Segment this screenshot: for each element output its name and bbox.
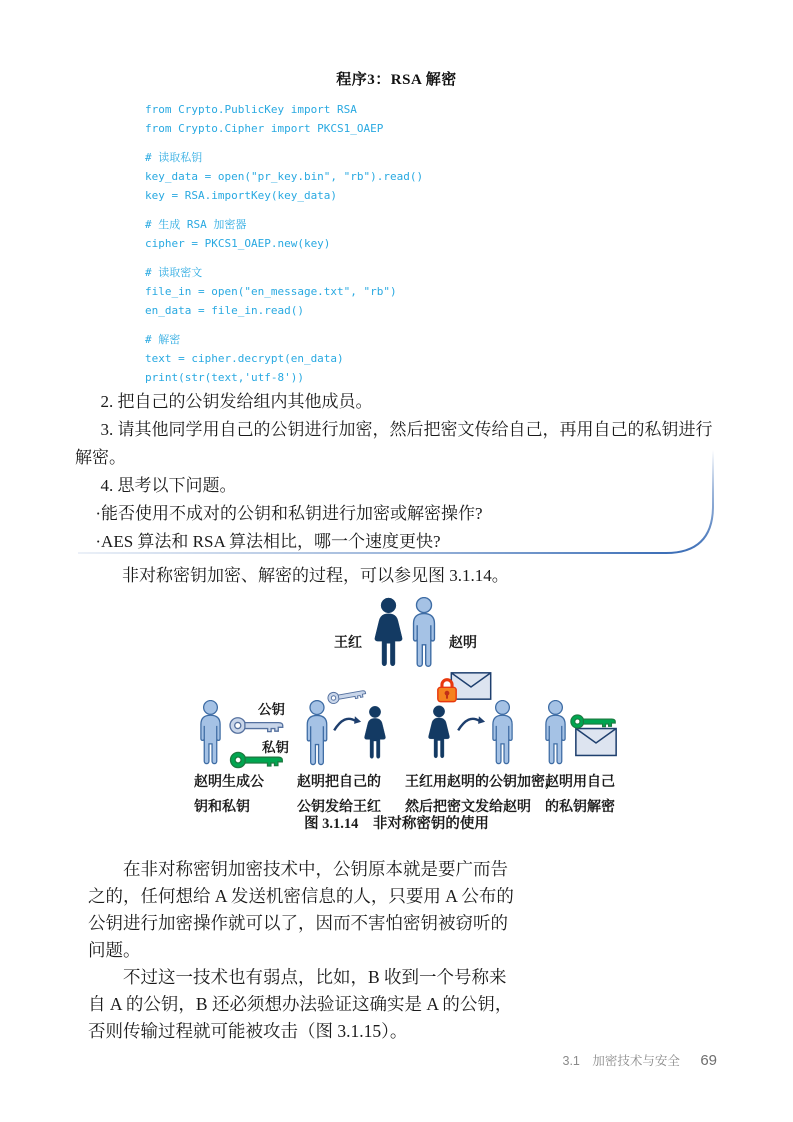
- code-comment: # 解密: [145, 333, 181, 346]
- page-footer: [0, 1051, 717, 1070]
- code-line: key = RSA.importKey(key_data): [145, 189, 338, 202]
- person-icon-scene4-zhaoming: [539, 700, 572, 767]
- code-line-blank: [145, 138, 423, 148]
- person-icon-scene3-zhaoming: [486, 700, 519, 767]
- code-line: text = cipher.decrypt(en_data): [145, 352, 344, 365]
- public-key-label: 公钥: [258, 702, 285, 717]
- code-line-blank: [145, 253, 423, 263]
- code-comment: # 读取私钥: [145, 151, 203, 164]
- scene2-caption-line2: 公钥发给王红: [297, 800, 381, 815]
- program-title: 程序3：RSA 解密: [336, 72, 457, 88]
- scene3-caption-line1: 王红用赵明的公钥加密，: [405, 775, 559, 790]
- curved-arrow-icon-scene2: [332, 713, 362, 735]
- activity-step: 3. 请其他同学用自己的公钥进行加密，然后把密文传给自己，再用自己的私钥进行解密。: [75, 420, 713, 467]
- footer-section-title: 加密技术与安全: [592, 1054, 680, 1068]
- code-line-blank: [145, 320, 423, 330]
- person-label-zhaoming: 赵明: [449, 636, 477, 651]
- scene4-caption-line1: 赵明用自己: [545, 775, 615, 790]
- footer-page-number: 69: [700, 1052, 717, 1069]
- curved-arrow-icon-scene3: [456, 713, 486, 735]
- paragraph-1: 在非对称密钥加密技术中，公钥原本就是要广而告之的，任何想给 A 发送机密信息的人，只要用 A 公布的公钥进行加密操作就可以了，因而不害怕密钥被窃听的问题。: [88, 859, 514, 960]
- key-icon-public: [229, 715, 286, 736]
- code-line: en_data = file_in.read(): [145, 304, 304, 317]
- scene4-caption-line2: 的私钥解密: [545, 800, 615, 815]
- code-comment: # 生成 RSA 加密器: [145, 218, 247, 231]
- activity-step: 4. 思考以下问题。: [100, 476, 237, 495]
- figure-caption: 图 3.1.14 非对称密钥的使用: [304, 816, 489, 832]
- private-key-label: 私钥: [262, 740, 289, 755]
- scene3-caption-line2: 然后把密文发给赵明: [405, 800, 531, 815]
- activity-step: 2. 把自己的公钥发给组内其他成员。: [100, 392, 373, 411]
- code-line: print(str(text,'utf-8')): [145, 371, 304, 384]
- green-key-icon-private: [229, 750, 286, 770]
- scene2-caption-line1: 赵明把自己的: [297, 775, 381, 790]
- activity-question: ·AES 算法和 RSA 算法相比，哪一个速度更快?: [95, 532, 441, 551]
- code-listing: [145, 100, 423, 387]
- person-female-icon-wanghong: [369, 597, 408, 670]
- body-text: [88, 856, 522, 1045]
- person-icon-zhaoming: [406, 597, 442, 670]
- code-line: cipher = PKCS1_OAEP.new(key): [145, 237, 331, 250]
- intro-paragraph: 非对称密钥加密、解密的过程，可以参见图 3.1.14。: [122, 566, 509, 585]
- green-key-icon-decrypt: [570, 712, 618, 731]
- footer-section-number: 3.1: [562, 1054, 580, 1068]
- scene1-caption-line1: 赵明生成公: [194, 775, 264, 790]
- envelope-icon-decrypted: [575, 727, 617, 757]
- person-female-icon-scene3-wanghong: [424, 699, 454, 767]
- person-label-wanghong: 王红: [334, 636, 362, 651]
- code-line: file_in = open("en_message.txt", "rb"): [145, 285, 397, 298]
- code-line: from Crypto.PublicKey import RSA: [145, 103, 357, 116]
- activity-steps: [75, 388, 720, 556]
- code-line: key_data = open("pr_key.bin", "rb").read(): [145, 170, 424, 183]
- person-female-icon-scene2-wanghong: [360, 700, 390, 767]
- person-icon-scene2-zhaoming: [300, 700, 334, 768]
- activity-question: ·能否使用不成对的公钥和私钥进行加密或解密操作?: [95, 504, 483, 523]
- paragraph-2: 不过这一技术也有弱点，比如，B 收到一个号称来自 A 的公钥，B 还必须想办法验证这确实是 A 的公钥，否则传输过程就可能被攻击（图 3.1.15）。: [88, 967, 513, 1041]
- scene1-caption-line2: 钥和私钥: [194, 800, 250, 815]
- code-comment: # 读取密文: [145, 266, 203, 279]
- person-icon-scene1: [194, 700, 227, 767]
- code-line: from Crypto.Cipher import PKCS1_OAEP: [145, 122, 384, 135]
- code-line-blank: [145, 205, 423, 215]
